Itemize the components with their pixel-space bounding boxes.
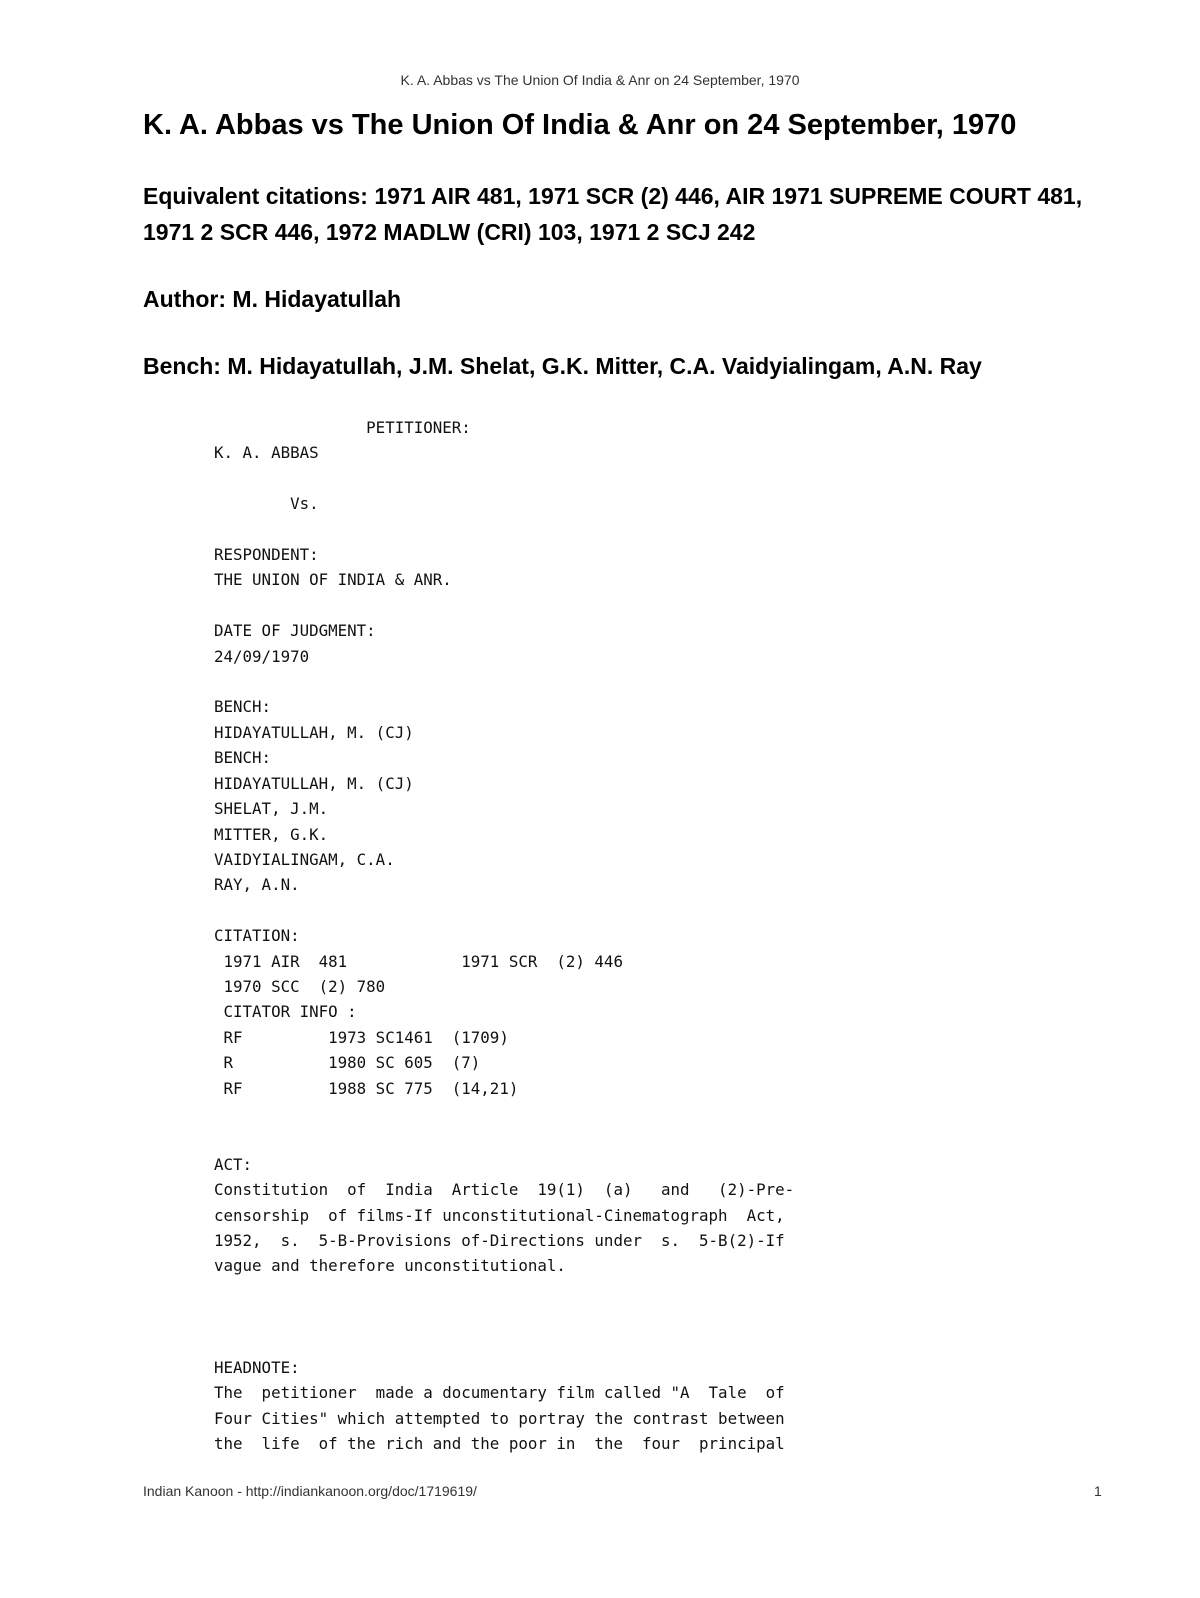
footer-source-link[interactable]: Indian Kanoon - http://indiankanoon.org/doc/1719619/ <box>143 1483 477 1499</box>
document-title: K. A. Abbas vs The Union Of India & Anr on 24 September, 1970 <box>143 109 1017 141</box>
bench-line: Bench: M. Hidayatullah, J.M. Shelat, G.K. Mitter, C.A. Vaidyialingam, A.N. Ray <box>143 353 982 379</box>
judgment-body-text: PETITIONER: K. A. ABBAS Vs. RESPONDENT: THE UNION OF INDIA & ANR. DATE OF JUDGMENT: 24/09/1970 BENCH: HIDAYATULLAH, M. (CJ) BENCH: HIDAYATULLAH, M. (CJ) SHELAT, J.M. MITTER, G.K. VAIDYIALINGAM, C.A. RAY, A.N. CITATION: 1971 AIR 481 1971 SCR (2) 446 1970 SCC (2) 780 CITATOR INFO : RF 1973 SC1461 (1709) R 1980 SC 605 (7) RF 1988 SC 775 (14,21) ACT: Constitution of India Article 19(1) (a) and (2)-Pre- censorship of films-If unconstitutional-Cinematograph Act, 1952, s. 5-B-Provisions of-Directions under s. 5-B(2)-If vague and therefore unconstitutional. HEADNOTE: The petitioner made a documentary film called "A Tale of Four Cities" which attempted to portray the contrast between the life of the rich and the poor in the four principal <box>214 418 795 1454</box>
author-line: Author: M. Hidayatullah <box>143 286 402 312</box>
equivalent-citations: Equivalent citations: 1971 AIR 481, 1971 SCR (2) 446, AIR 1971 SUPREME COURT 481, 1971 2 SCR 446, 1972 MADLW (CRI) 103, 1971 2 SCJ 242 <box>143 183 1083 245</box>
page-number: 1 <box>1094 1483 1102 1499</box>
running-header: K. A. Abbas vs The Union Of India & Anr on 24 September, 1970 <box>400 72 800 88</box>
